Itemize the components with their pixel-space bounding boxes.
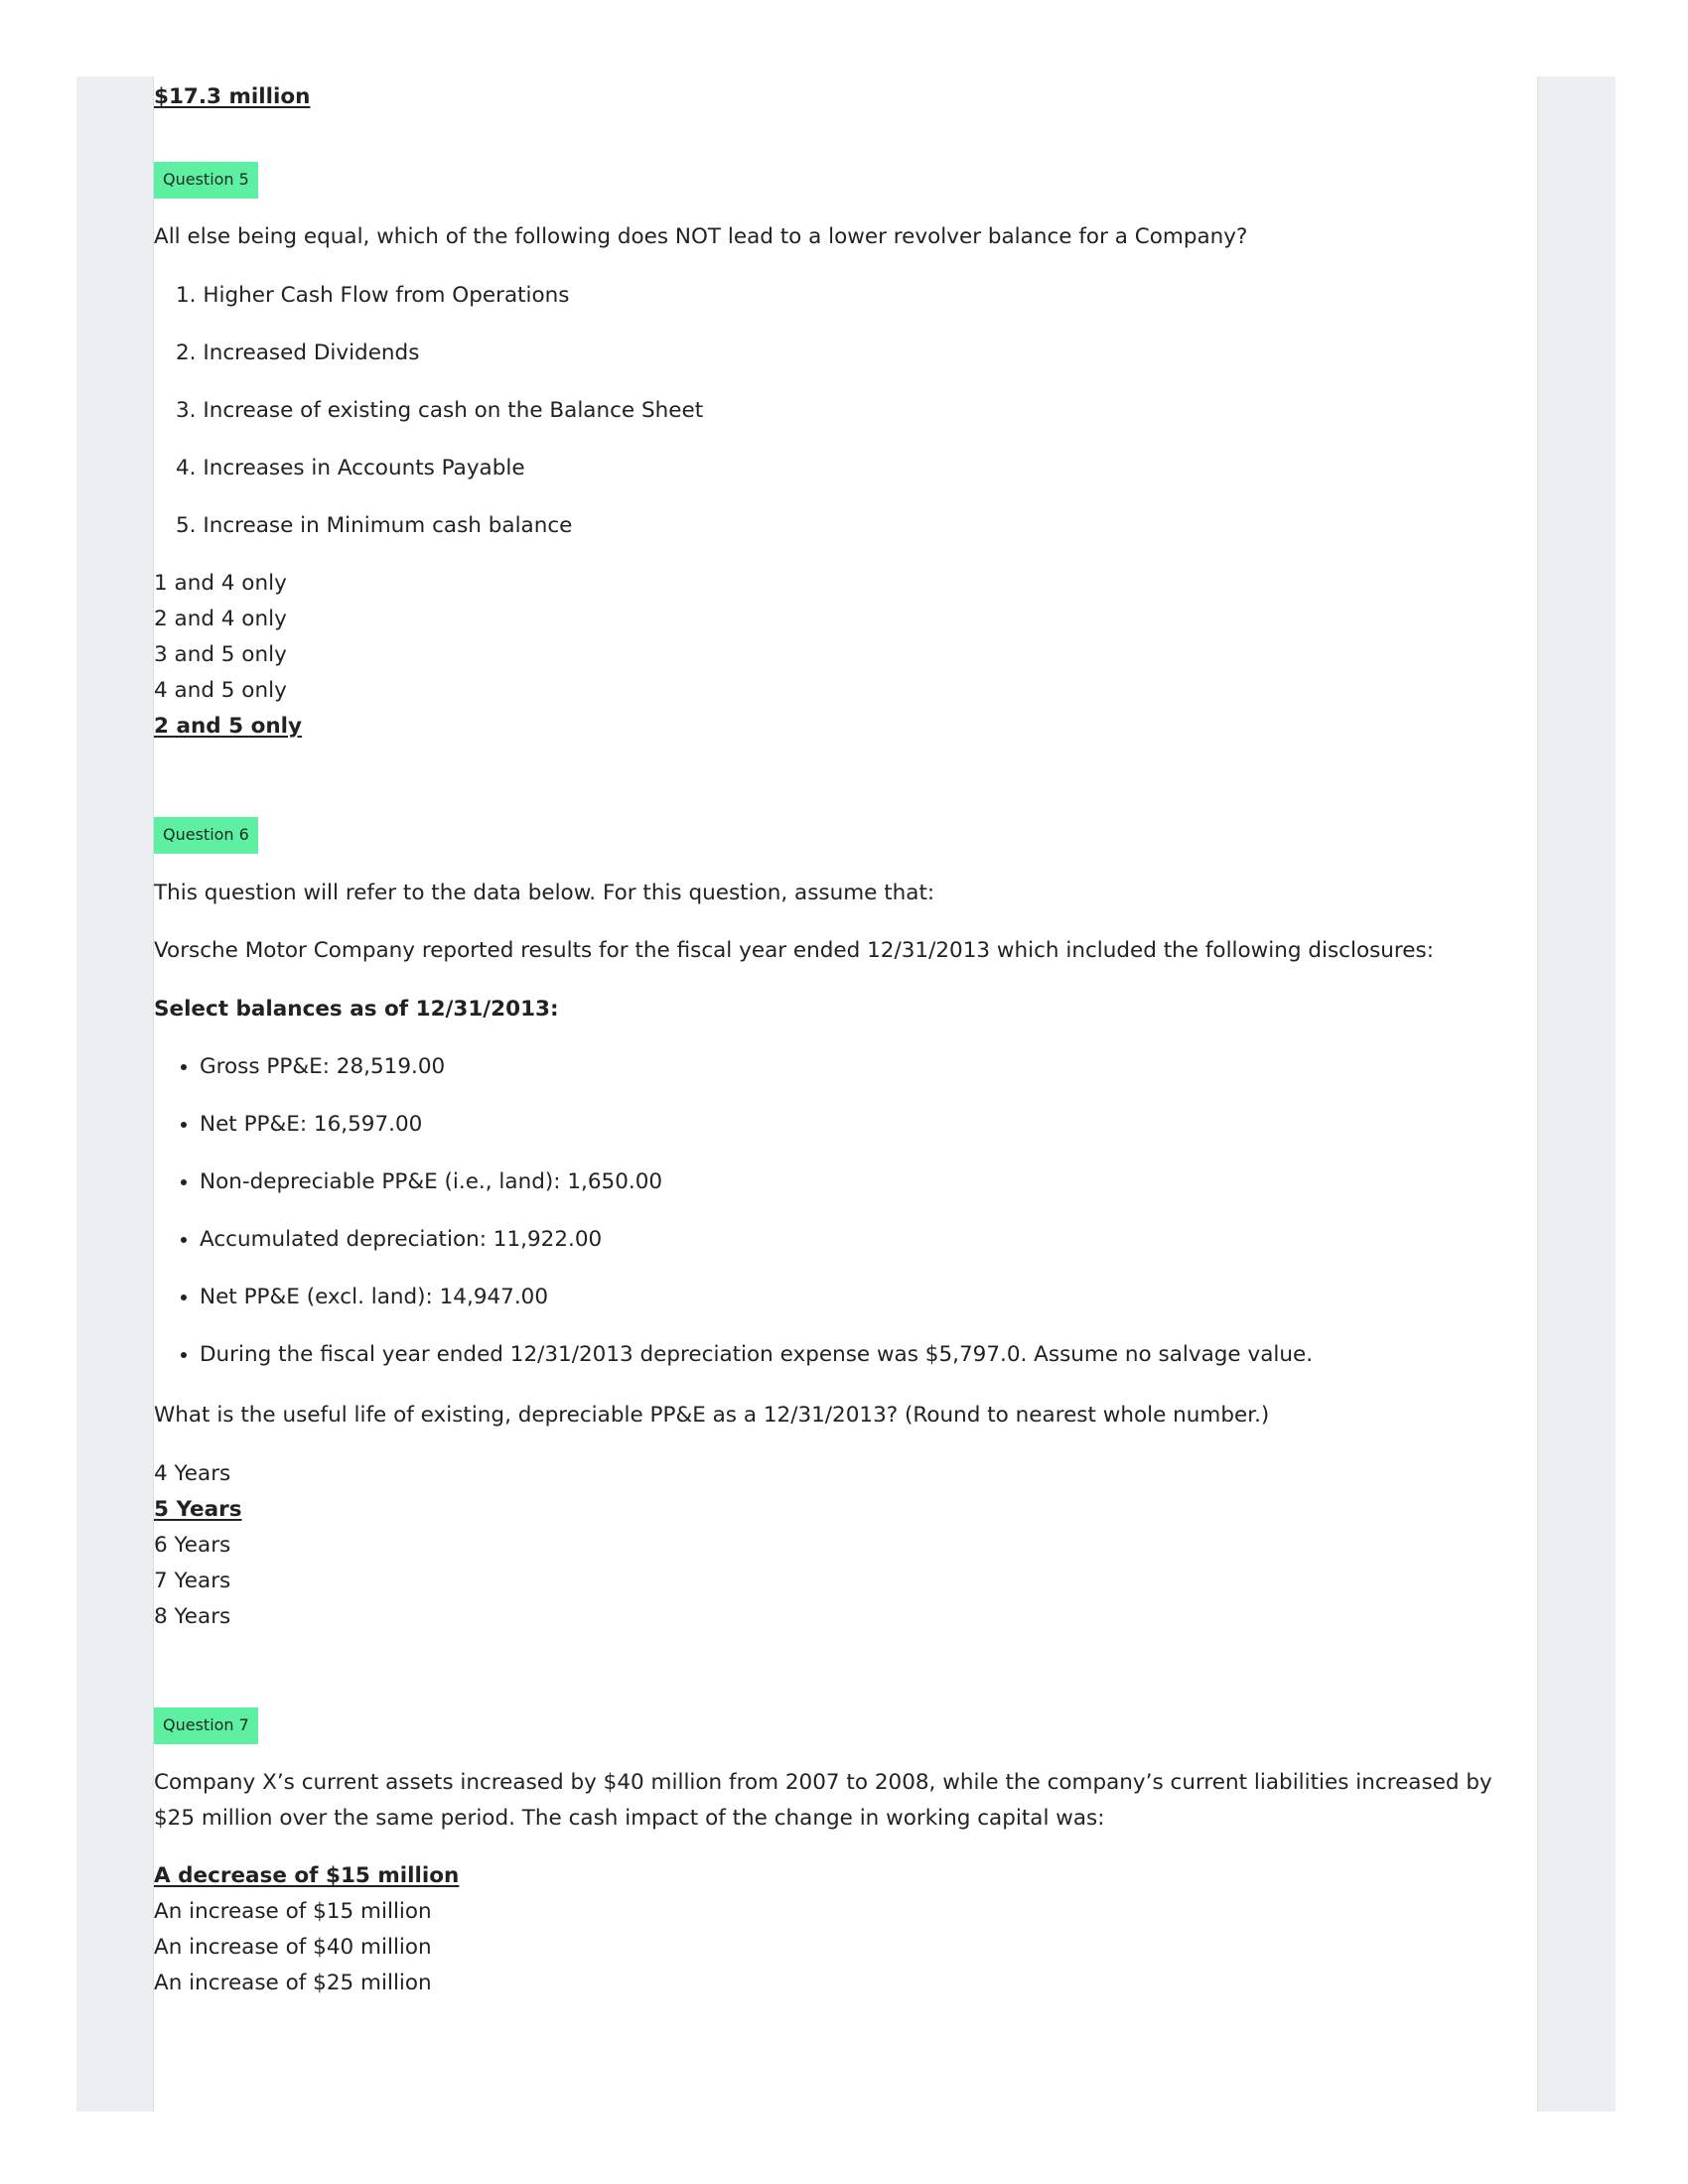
left-gutter bbox=[76, 76, 154, 2112]
question-5-badge bbox=[154, 161, 258, 199]
prev-correct-answer bbox=[154, 79, 310, 115]
answer-option: An increase of $40 million bbox=[154, 1935, 432, 1960]
question-6-options bbox=[154, 1456, 242, 1635]
question-5-prompt: All else being equal, which of the following does NOT lead to a lower revolver balance for a Company? bbox=[154, 224, 1248, 249]
question-6-question: What is the useful life of existing, depreciable PP&E as a 12/31/2013? (Round to nearest whole number.) bbox=[154, 1403, 1270, 1428]
correct-answer-option: A decrease of $15 million bbox=[154, 1863, 460, 1888]
question-badge: Question 5 bbox=[154, 162, 258, 199]
list-item: 1. Higher Cash Flow from Operations bbox=[176, 283, 570, 308]
question-6-heading: Select balances as of 12/31/2013: bbox=[154, 997, 559, 1022]
bullet-item: • Gross PP&E: 28,519.00 bbox=[200, 1049, 1580, 1107]
bullet-item: • Net PP&E (excl. land): 14,947.00 bbox=[200, 1280, 1580, 1337]
bullet-item: • Non-depreciable PP&E (i.e., land): 1,650.00 bbox=[200, 1164, 1580, 1222]
question-6-intro: This question will refer to the data below. For this question, assume that: bbox=[154, 881, 935, 905]
question-6-bullets bbox=[154, 1049, 1580, 1395]
question-6-badge bbox=[154, 816, 258, 854]
answer-option: 3 and 5 only bbox=[154, 642, 287, 667]
correct-answer-option: 5 Years bbox=[154, 1497, 242, 1522]
question-5-items bbox=[176, 278, 703, 566]
question-7-prompt: Company X’s current assets increased by $40 million from 2007 to 2008, while the company’s current liabilities increased by $25 million over the same period. The cash impact of the change in working capital was: bbox=[154, 1770, 1492, 1831]
answer-option: 1 and 4 only bbox=[154, 571, 287, 596]
question-badge: Question 7 bbox=[154, 1707, 258, 1744]
question-6-context: Vorsche Motor Company reported results for the fiscal year ended 12/31/2013 which included the following disclosures: bbox=[154, 938, 1434, 963]
answer-option: An increase of $15 million bbox=[154, 1899, 432, 1924]
list-item: 3. Increase of existing cash on the Balance Sheet bbox=[176, 398, 704, 423]
answer-option: 4 Years bbox=[154, 1461, 231, 1486]
question-7-options bbox=[154, 1858, 459, 2001]
answer-option: 6 Years bbox=[154, 1533, 231, 1558]
question-7-badge bbox=[154, 1706, 258, 1744]
answer-option: An increase of $25 million bbox=[154, 1971, 432, 1995]
prev-correct-answer-text: $17.3 million bbox=[154, 84, 311, 109]
question-badge: Question 6 bbox=[154, 817, 258, 854]
list-item: 5. Increase in Minimum cash balance bbox=[176, 513, 573, 538]
bullet-item: • Net PP&E: 16,597.00 bbox=[200, 1107, 1580, 1164]
answer-option: 7 Years bbox=[154, 1569, 231, 1593]
question-5-options bbox=[154, 566, 302, 745]
bullet-item: • During the fiscal year ended 12/31/2013 depreciation expense was $5,797.0. Assume no salvage value. bbox=[200, 1337, 1580, 1395]
list-item: 4. Increases in Accounts Payable bbox=[176, 456, 525, 480]
answer-option: 2 and 4 only bbox=[154, 607, 287, 631]
list-item: 2. Increased Dividends bbox=[176, 341, 420, 365]
answer-option: 4 and 5 only bbox=[154, 678, 287, 703]
correct-answer-option: 2 and 5 only bbox=[154, 714, 303, 739]
bullet-item: • Accumulated depreciation: 11,922.00 bbox=[200, 1222, 1580, 1280]
answer-option: 8 Years bbox=[154, 1604, 231, 1629]
